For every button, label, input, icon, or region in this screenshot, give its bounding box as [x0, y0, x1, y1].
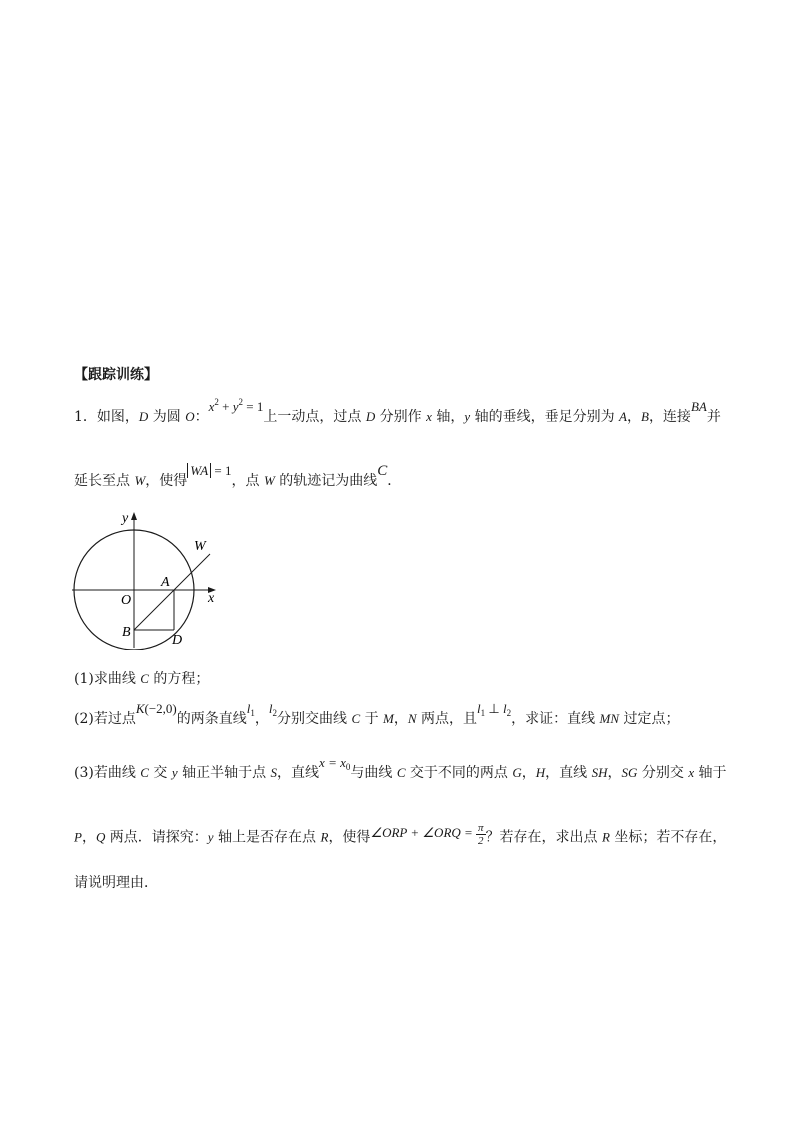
angle-equation: ∠ORP + ∠ORQ = $\frac{\pi}{2}$ [370, 822, 484, 847]
text: ，连接 [648, 409, 691, 425]
y-axis-arrow [131, 512, 137, 520]
text: 两点．请探究： [105, 829, 208, 846]
part-1 [74, 668, 209, 688]
problem-line-1 [74, 397, 721, 426]
text: ， [254, 711, 269, 727]
text: 延长至点 [74, 473, 135, 489]
text: 的轨迹记为曲线 [274, 473, 378, 489]
var-C: C [140, 765, 149, 780]
perpendicular-relation: $l_1$ ⊥ $l_2$ [477, 701, 512, 718]
part-2 [74, 701, 680, 728]
var-H: H [535, 765, 546, 780]
var-A: A [619, 409, 627, 424]
text: ，直线 [277, 765, 320, 781]
text: 过定点； [619, 711, 680, 727]
text: ， [393, 711, 408, 727]
text: ？若存在，求出点 [485, 829, 603, 846]
text: (3)若曲线 [74, 765, 141, 781]
text: 轴正半轴于点 [177, 765, 271, 781]
text: ， [626, 409, 641, 425]
var-Q: Q [95, 829, 106, 845]
section-heading: 【跟踪训练】 [74, 367, 158, 383]
text: (1)求曲线 [74, 671, 141, 687]
text: 交 [148, 765, 172, 781]
abs-equation: WA = 1 [187, 463, 231, 478]
circle-equation: $x^2 + y^2 = 1$ [208, 397, 264, 414]
text: ，求证：直线 [511, 711, 600, 727]
part-3-line-2 [74, 822, 727, 851]
segment-BW [134, 554, 210, 630]
label-y: y [122, 511, 129, 526]
text: 于 [360, 711, 384, 727]
var-S: S [270, 765, 278, 780]
var-W: W [263, 473, 275, 488]
label-x: x [208, 591, 215, 606]
point-K: K(−2,0) [135, 701, 177, 716]
var-M: M [383, 711, 394, 726]
label-A: A [161, 575, 170, 590]
segment-BA: BA [690, 399, 707, 414]
text: 轴的垂线，垂足分别为 [470, 409, 620, 425]
text: 上一动点，过点 [263, 409, 366, 425]
circle-diagram [70, 508, 230, 650]
text: 请说明理由． [74, 875, 158, 891]
text: ，使得 [328, 829, 371, 846]
text: 分别交曲线 [277, 711, 352, 727]
var-x: x [426, 409, 432, 424]
var-R: R [602, 829, 610, 845]
var-W: W [134, 473, 146, 488]
text: 轴上是否存在点 [213, 829, 321, 846]
vertical-line-equation: $x = x_0$ [319, 755, 351, 772]
text: 轴， [431, 409, 465, 425]
line-SH: SH [591, 765, 608, 780]
label-O: O [121, 593, 132, 608]
var-C: C [396, 765, 406, 780]
line-SG: SG [621, 765, 638, 780]
var-y: y [464, 409, 471, 424]
text: 并 [706, 409, 721, 425]
line-l2: $l_2$ [268, 701, 278, 718]
text: 1．如图， [74, 409, 139, 425]
var-C: C [140, 671, 149, 686]
var-y: y [207, 829, 214, 845]
var-P: P [74, 829, 82, 845]
text: (2)若过点 [74, 711, 136, 727]
label-W: W [194, 539, 206, 554]
text: ，点 [231, 473, 264, 489]
text: ，使得 [145, 473, 188, 489]
text: 两点，且 [416, 711, 478, 727]
part-3-line-3 [74, 872, 158, 892]
line-MN: MN [599, 711, 620, 726]
var-B: B [640, 409, 649, 424]
var-D: D [138, 409, 149, 424]
var-N: N [407, 711, 417, 726]
text: ， [607, 765, 622, 781]
var-C: C [377, 463, 388, 479]
label-B: B [122, 625, 131, 640]
text: ，直线 [545, 765, 592, 781]
part-3-line-1 [74, 755, 727, 782]
fraction-pi-over-2: $\frac{\pi}{2}$ [478, 822, 484, 847]
text: 交于不同的两点 [405, 765, 513, 781]
problem-line-2 [74, 463, 402, 490]
text: 分别交 [637, 765, 689, 781]
text: 轴于 [694, 765, 727, 781]
var-C: C [351, 711, 361, 726]
text: 坐标；若不存在， [609, 829, 727, 846]
line-l1: $l_1$ [246, 701, 255, 718]
text: ， [81, 829, 96, 846]
text: 为圆 [148, 409, 186, 425]
label-D: D [172, 633, 183, 648]
text: 的方程； [148, 671, 210, 687]
var-O: O [185, 409, 195, 424]
var-R: R [320, 829, 329, 845]
text: ， [521, 765, 536, 781]
text: 的两条直线 [176, 711, 247, 727]
var-y: y [171, 765, 178, 780]
var-D: D [365, 409, 376, 424]
text: 与曲线 [350, 765, 397, 781]
var-x: x [688, 765, 695, 780]
text: 分别作 [375, 409, 427, 425]
text: ： [194, 409, 209, 425]
geometry-figure [70, 508, 230, 654]
text: ． [387, 473, 402, 489]
var-G: G [512, 765, 522, 780]
